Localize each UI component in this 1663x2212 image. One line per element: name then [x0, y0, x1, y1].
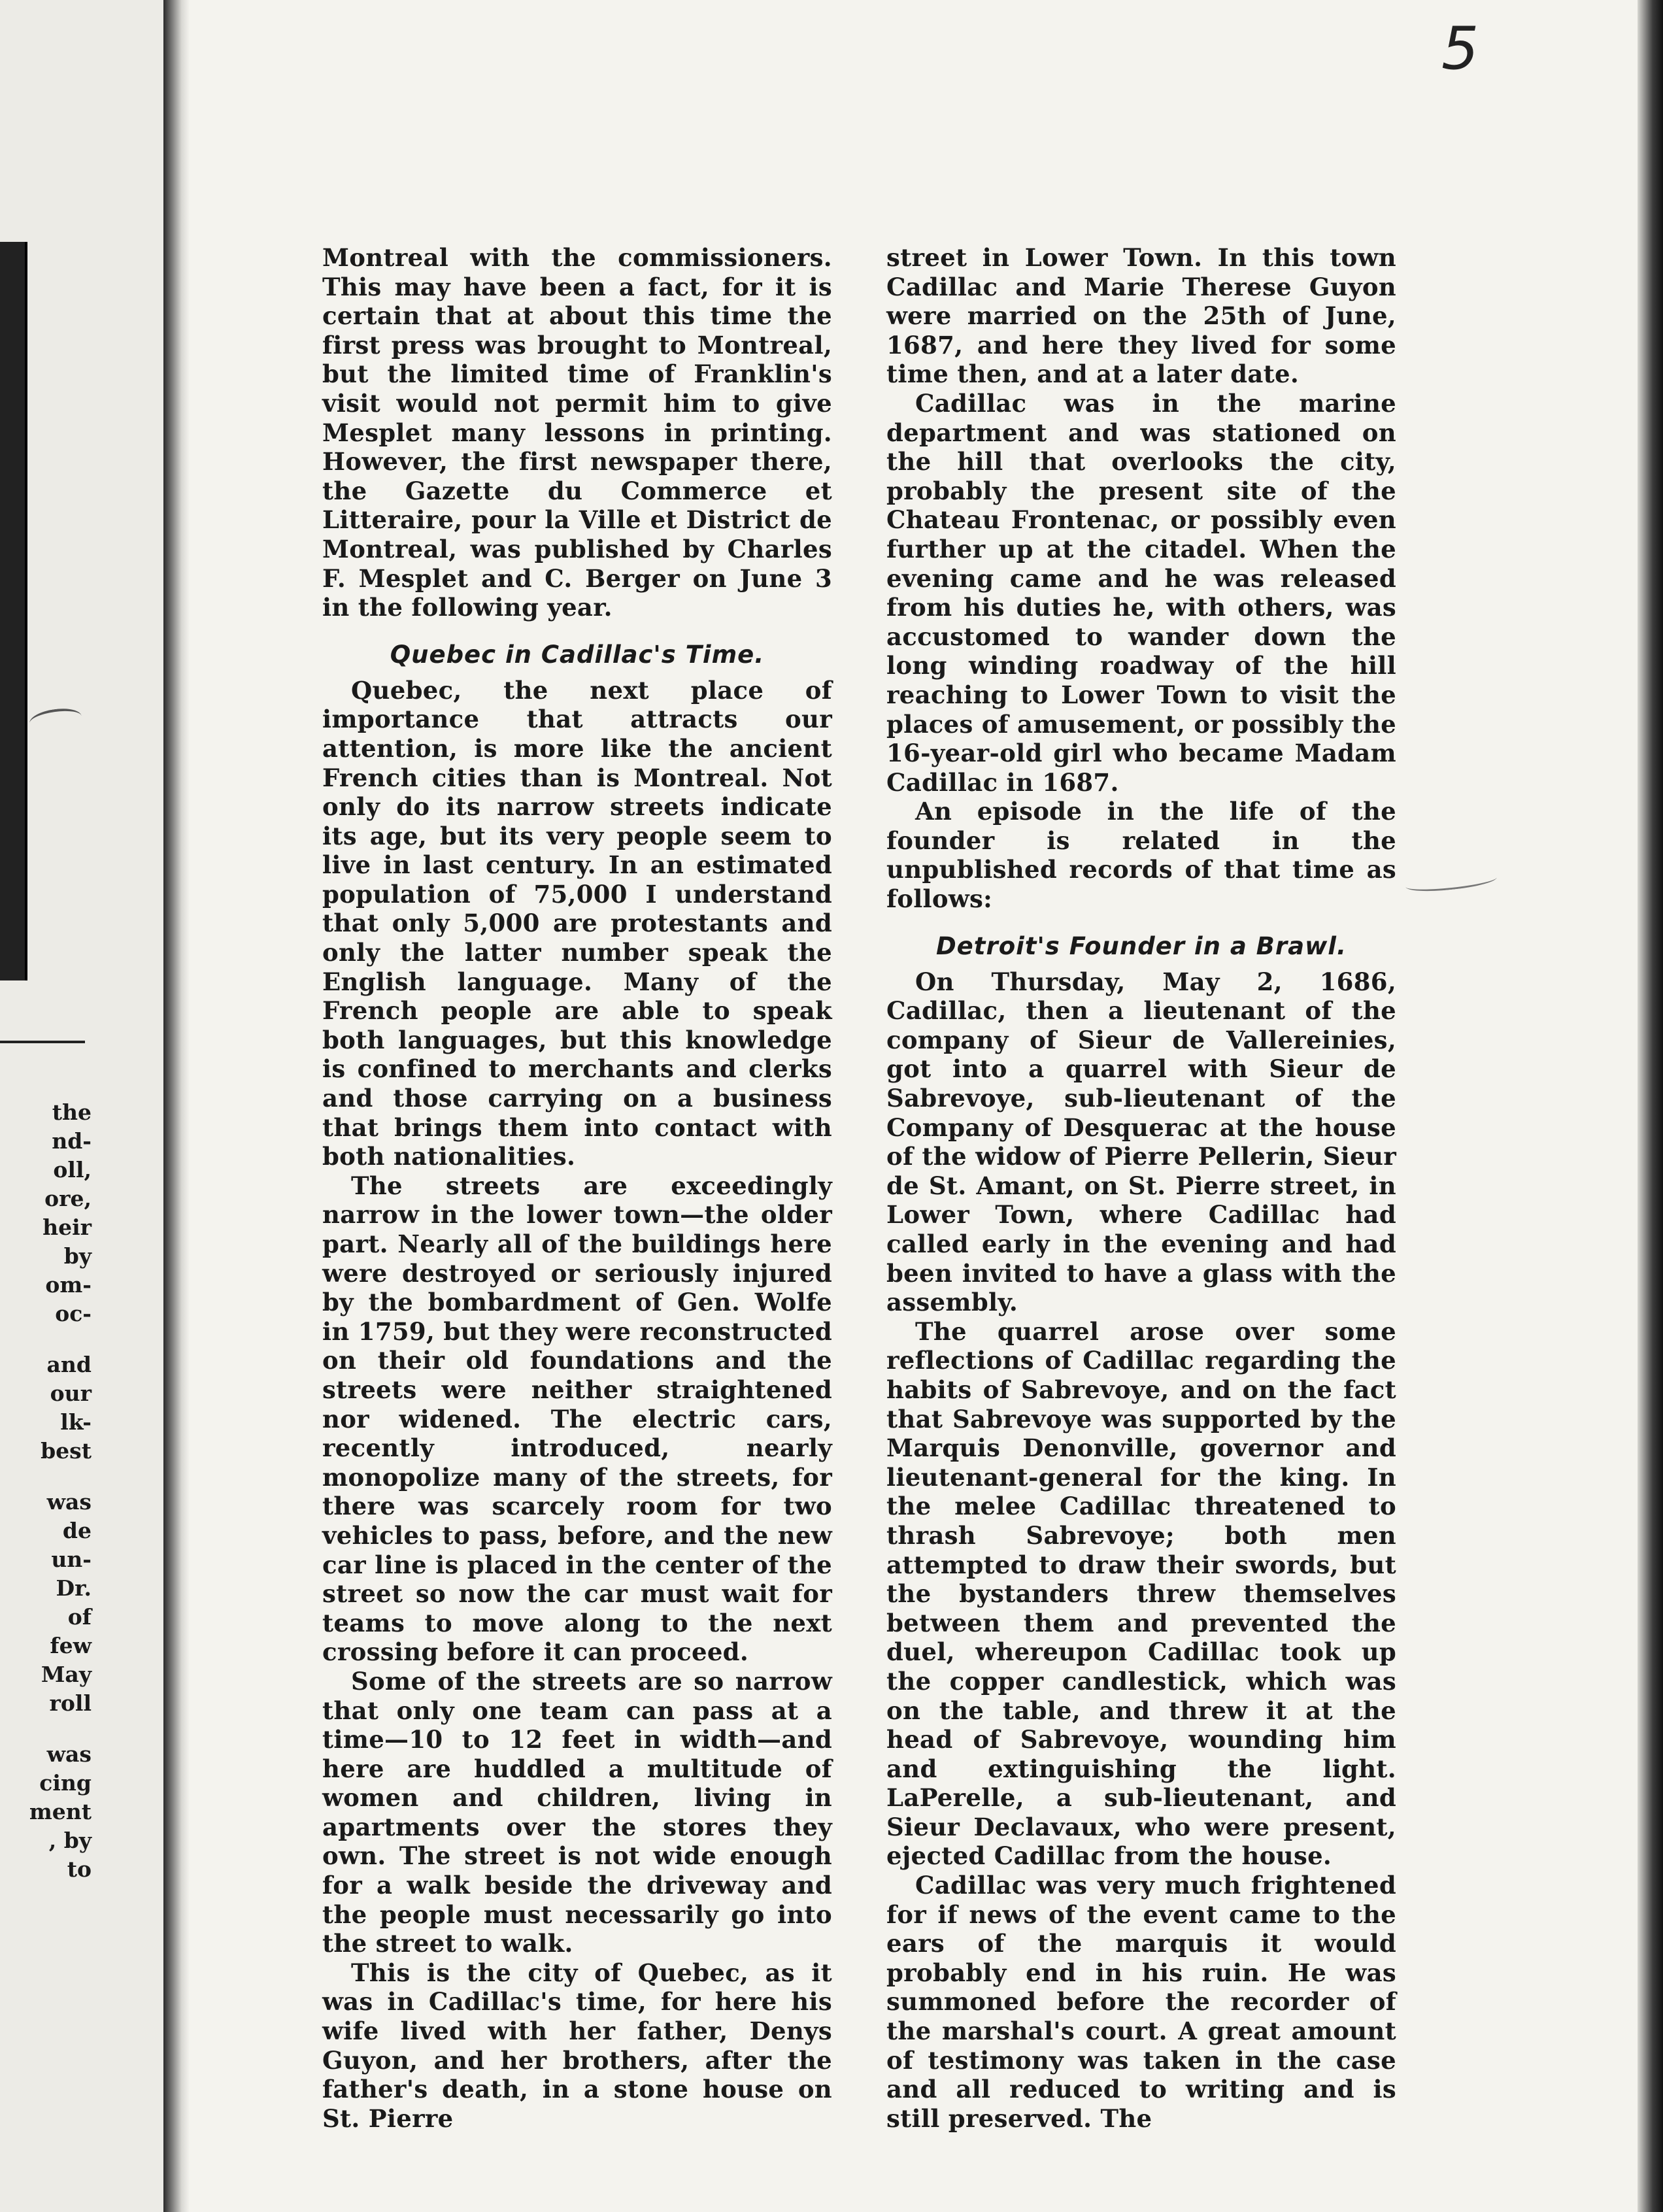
text-fragment [0, 1328, 92, 1350]
text-fragment: lk- [60, 1409, 92, 1435]
text-fragment: May [41, 1662, 92, 1687]
section-heading: Detroit's Founder in a Brawl. [935, 931, 1347, 960]
section-heading: Quebec in Cadillac's Time. [390, 640, 765, 669]
text-column-2 [886, 243, 1396, 2133]
text-fragment: of [67, 1604, 92, 1630]
paragraph: The streets are exceedingly narrow in the lower town—the older part. Nearly all of the buildings here were destroyed or seriously injured by the bombardment of Gen. Wolfe in 1759, but they were reconstructed on their old foundations and the streets were neither straightened nor widened. The electric cars, recently introduced, nearly monopolize many of the streets, for there was scarcely room for two vehicles to pass, before, and the new car line is placed in the center of the street so now the car must wait for teams to move along to the next crossing before it can proceed. [322, 1171, 832, 1667]
text-fragment: by [63, 1243, 92, 1269]
paragraph: Some of the streets are so narrow that only one team can pass at a time—10 to 12 feet in width—and here are huddled a multitude of women and children, living in apartments over the stores they own. The street is not wide enough for a walk beside the driveway and the people must necessarily go into the street to walk. [322, 1666, 832, 1958]
adjacent-page [0, 0, 163, 2212]
paragraph: The quarrel arose over some reflections of Cadillac regarding the habits of Sabrevoye, and on the fact that Sabrevoye was supported by the Marquis Denonville, governor and lieutenant-general for the king. In the melee Cadillac threatened to thrash Sabrevoye; both men attempted to draw their swords, but the bystanders threw themselves between them and prevented the duel, whereupon Cadillac took up the copper candlestick, which was on the table, and threw it at the head of Sabrevoye, wounding him and extinguishing the light. LaPerelle, a sub-lieutenant, and Sieur Declavaux, who were present, ejected Cadillac from the house. [886, 1316, 1396, 1871]
gutter-shadow [163, 0, 190, 2212]
paragraph: On Thursday, May 2, 1686, Cadillac, then a lieutenant of the company of Sieur de Vallereinies, got into a quarrel with Sieur de Sabrevoye, sub-lieutenant of the Company of Desquerac at the house of the widow of Pierre Pellerin, Sieur de St. Amant, on St. Pierre street, in Lower Town, where Cadillac had called early in the evening and had been invited to have a glass with the assembly. [886, 967, 1396, 1317]
text-fragment: cing [39, 1770, 92, 1796]
page-edge [1638, 0, 1663, 2212]
text-fragment: heir [42, 1215, 92, 1240]
text-fragment: and [46, 1352, 92, 1377]
text-fragment: oc- [55, 1301, 92, 1326]
adjacent-page-rule [0, 1041, 85, 1043]
paragraph: Cadillac was in the marine department and was stationed on the hill that overlooks the city, probably the present site of the Chateau Frontenac, or possibly even further up at the citadel. When the evening came and he was released from his duties he, with others, was accustomed to wander down the long winding roadway of the hill reaching to Lower Town to visit the places of amusement, or possibly the 16-year-old girl who became Madam Cadillac in 1687. [886, 388, 1396, 797]
adjacent-page-image-box [0, 242, 27, 980]
paragraph: street in Lower Town. In this town Cadillac and Marie Therese Guyon were married on the 25th of June, 1687, and here they lived for some time then, and at a later date. [886, 243, 1396, 389]
text-fragment: un- [51, 1547, 92, 1572]
paragraph: An episode in the life of the founder is related in the unpublished records of that time as follows: [886, 797, 1396, 914]
paragraph: Montreal with the commissioners. This may have been a fact, for it is certain that at about this time the first press was brought to Montreal, but the limited time of Franklin's visit would not permit him to give Mesplet many lessons in printing. However, the first newspaper there, the Gazette du Commerce et Litteraire, pour la Ville et District de Montreal, was published by Charles F. Mesplet and C. Berger on June 3 in the following year. [322, 243, 832, 622]
paragraph: This is the city of Quebec, as it was in Cadillac's time, for here his wife lived with her father, Denys Guyon, and her brothers, after the father's death, in a stone house on St. Pierre [322, 1958, 832, 2133]
page-number: 5 [1441, 14, 1479, 83]
text-fragment: few [50, 1633, 92, 1658]
text-fragment: om- [45, 1272, 92, 1298]
text-fragment [0, 1718, 92, 1740]
text-fragment: nd- [52, 1128, 92, 1154]
text-column-1 [322, 243, 832, 2133]
text-fragment: oll, [53, 1157, 92, 1182]
text-fragment [0, 1466, 92, 1488]
adjacent-page-text-fragments [0, 1098, 92, 1884]
text-fragment: roll [49, 1690, 92, 1716]
text-fragment: best [41, 1438, 92, 1464]
text-fragment: the [52, 1099, 92, 1125]
text-fragment: de [62, 1518, 92, 1543]
pen-mark [28, 706, 83, 734]
paragraph: Cadillac was very much frightened for if news of the event came to the ears of the marquis it would probably end in his ruin. He was summoned before the recorder of the marshal's court. A great amount of testimony was taken in the case and all reduced to writing and is still preserved. The [886, 1871, 1396, 2133]
text-fragment: Dr. [56, 1575, 92, 1601]
text-fragment: ore, [44, 1186, 92, 1211]
text-fragment: ment [29, 1799, 92, 1824]
text-fragment: our [50, 1381, 92, 1406]
text-fragment: was [46, 1741, 92, 1767]
paragraph: Quebec, the next place of importance that attracts our attention, is more like the ancient French cities than is Montreal. Not only do its narrow streets indicate its age, but its very people seem to live in last century. In an estimated population of 75,000 I understand that only 5,000 are protestants and only the latter number speak the English language. Many of the French people are able to speak both languages, but this knowledge is confined to merchants and clerks and those carrying on a business that brings them into contact with both nationalities. [322, 675, 832, 1171]
text-fragment: was [46, 1489, 92, 1515]
text-fragment: , by [48, 1828, 92, 1853]
text-fragment: to [67, 1856, 92, 1882]
